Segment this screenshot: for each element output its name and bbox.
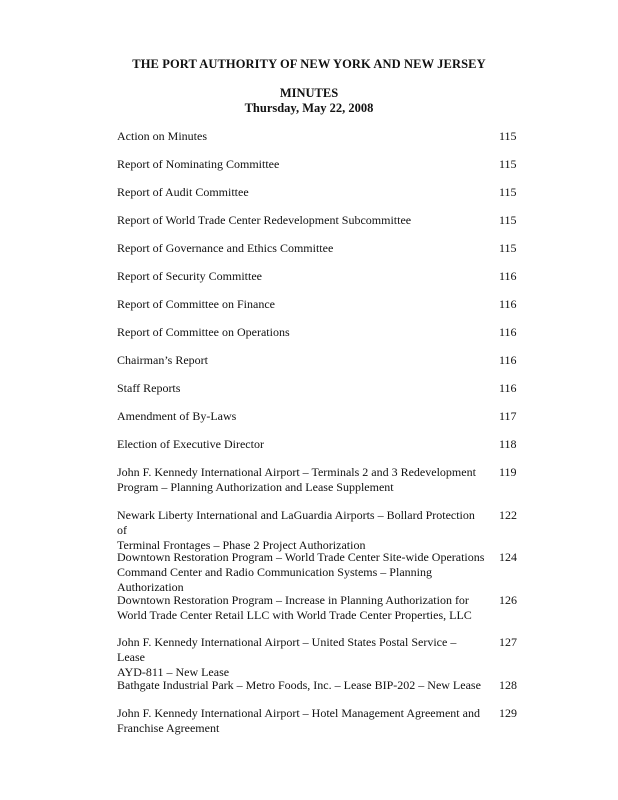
toc-entry-page-number: 122 xyxy=(499,508,517,522)
toc-entry-page-number: 124 xyxy=(499,550,517,564)
toc-entry-line: Terminal Frontages – Phase 2 Project Authorization xyxy=(117,538,366,552)
toc-entry-line: Bathgate Industrial Park – Metro Foods, Inc. – Lease BIP-202 – New Lease xyxy=(117,678,481,692)
toc-entry-line: Report of Committee on Operations xyxy=(117,325,290,339)
toc-entry-title xyxy=(117,297,487,312)
toc-entry-title xyxy=(117,678,487,693)
toc-entry-page-number: 128 xyxy=(499,678,517,692)
toc-entry-line: Program – Planning Authorization and Lease Supplement xyxy=(117,480,394,494)
toc-entry-title xyxy=(117,213,487,228)
meeting-date: Thursday, May 22, 2008 xyxy=(244,101,374,115)
toc-entry-line: John F. Kennedy International Airport – Hotel Management Agreement and xyxy=(117,706,480,720)
toc-entry-title xyxy=(117,381,487,396)
toc-entry-line: Report of World Trade Center Redevelopment Subcommittee xyxy=(117,213,412,227)
toc-entry-line: Report of Audit Committee xyxy=(117,185,249,199)
toc-entry-line: Chairman’s Report xyxy=(117,353,208,367)
toc-entry-page-number: 116 xyxy=(499,297,517,311)
toc-entry-title xyxy=(117,325,487,340)
toc-entry-title xyxy=(117,437,487,452)
toc-entry-line: Amendment of By-Laws xyxy=(117,409,237,423)
toc-entry-line: AYD-811 – New Lease xyxy=(117,665,230,679)
toc-entry-title xyxy=(117,465,487,495)
toc-entry-line: Report of Security Committee xyxy=(117,269,262,283)
toc-entry-line: Downtown Restoration Program – World Trade Center Site-wide Operations xyxy=(117,550,485,564)
organization-title: THE PORT AUTHORITY OF NEW YORK AND NEW JERSEY xyxy=(132,57,486,71)
toc-entry-page-number: 116 xyxy=(499,325,517,339)
toc-entry-title xyxy=(117,269,487,284)
toc-entry-line: Election of Executive Director xyxy=(117,437,264,451)
toc-entry-title xyxy=(117,550,487,595)
toc-entry-page-number: 116 xyxy=(499,269,517,283)
toc-entry-line: John F. Kennedy International Airport – United States Postal Service – Lease xyxy=(117,635,457,664)
toc-entry-page-number: 117 xyxy=(499,409,517,423)
toc-entry-page-number: 127 xyxy=(499,635,517,649)
toc-entry-page-number: 129 xyxy=(499,706,517,720)
toc-entry-page-number: 115 xyxy=(499,241,517,255)
toc-entry-title xyxy=(117,241,487,256)
toc-entry-line: Franchise Agreement xyxy=(117,721,220,735)
toc-entry-line: Report of Committee on Finance xyxy=(117,297,275,311)
toc-entry-line: Newark Liberty International and LaGuardia Airports – Bollard Protection of xyxy=(117,508,475,537)
toc-entry-page-number: 115 xyxy=(499,129,517,143)
toc-entry-title xyxy=(117,593,487,623)
toc-entry-page-number: 118 xyxy=(499,437,517,451)
toc-entry-line: Report of Governance and Ethics Committee xyxy=(117,241,334,255)
toc-entry-line: John F. Kennedy International Airport – Terminals 2 and 3 Redevelopment xyxy=(117,465,476,479)
toc-entry-line: Report of Nominating Committee xyxy=(117,157,280,171)
toc-entry-title xyxy=(117,706,487,736)
toc-entry-page-number: 126 xyxy=(499,593,517,607)
toc-entry-title xyxy=(117,129,487,144)
toc-entry-page-number: 115 xyxy=(499,185,517,199)
toc-entry-line: Downtown Restoration Program – Increase in Planning Authorization for xyxy=(117,593,469,607)
toc-entry-line: Command Center and Radio Communication Systems – Planning Authorization xyxy=(117,565,432,594)
toc-entry-title xyxy=(117,409,487,424)
toc-entry-title xyxy=(117,157,487,172)
toc-entry-page-number: 119 xyxy=(499,465,517,479)
toc-entry-line: World Trade Center Retail LLC with World Trade Center Properties, LLC xyxy=(117,608,472,622)
toc-entry-line: Action on Minutes xyxy=(117,129,207,143)
toc-entry-page-number: 116 xyxy=(499,353,517,367)
toc-entry-title xyxy=(117,353,487,368)
toc-entry-title xyxy=(117,185,487,200)
toc-entry-title xyxy=(117,635,487,680)
minutes-heading: MINUTES xyxy=(279,86,339,100)
toc-entry-line: Staff Reports xyxy=(117,381,181,395)
toc-entry-page-number: 116 xyxy=(499,381,517,395)
toc-entry-title xyxy=(117,508,487,553)
toc-entry-page-number: 115 xyxy=(499,213,517,227)
toc-entry-page-number: 115 xyxy=(499,157,517,171)
